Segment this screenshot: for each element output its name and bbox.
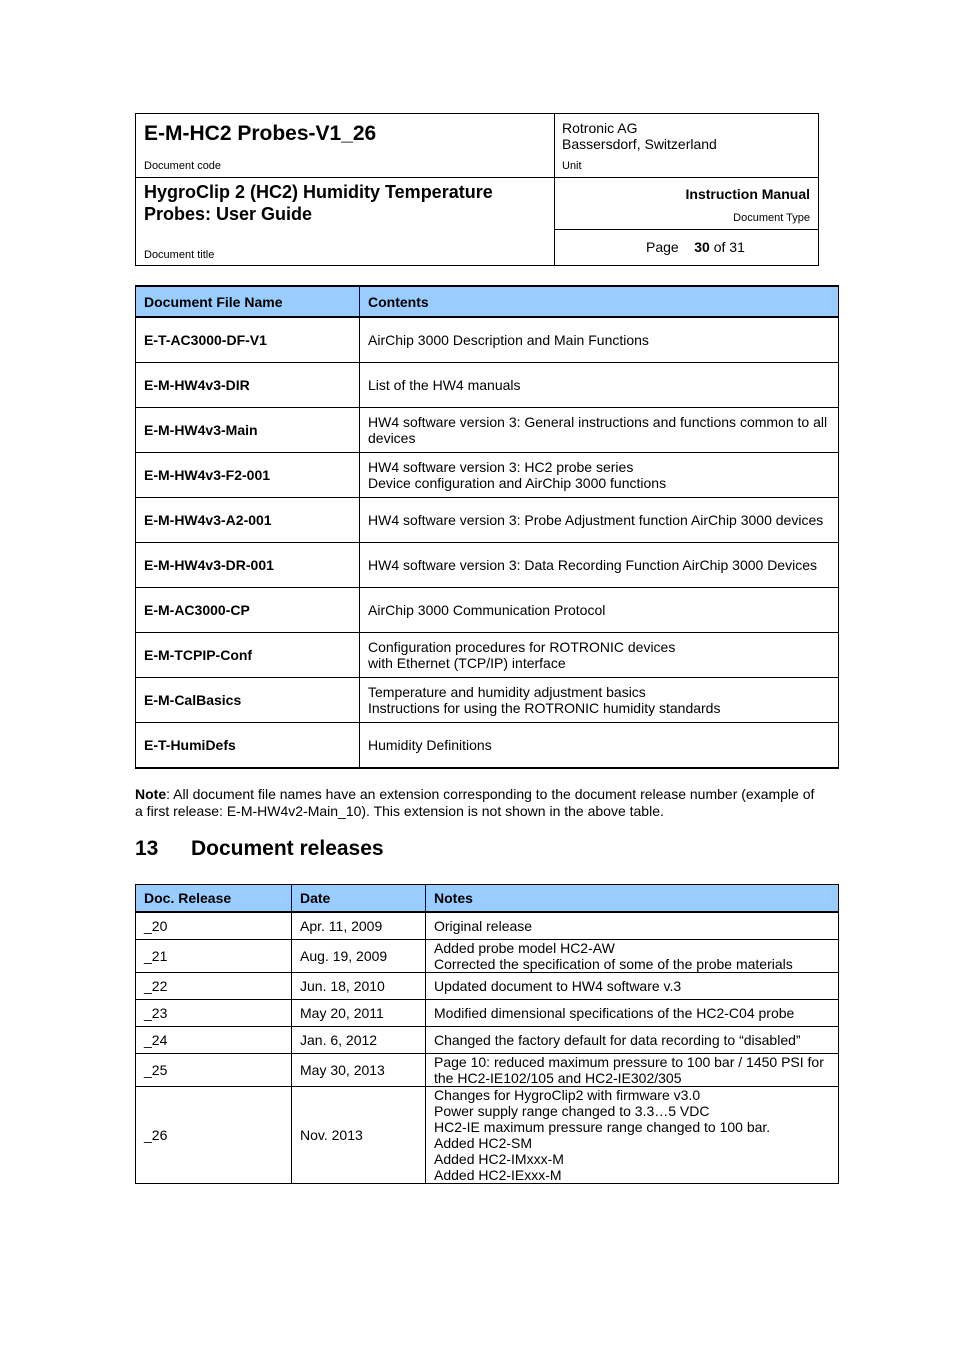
table-row <box>136 1087 839 1184</box>
contents-line: Temperature and humidity adjustment basics <box>368 684 646 700</box>
notes-cell <box>426 973 839 1000</box>
header-divider <box>554 229 818 230</box>
document-title-label: Document title <box>144 249 215 261</box>
table-row <box>136 498 839 543</box>
date-cell: Jun. 18, 2010 <box>292 973 426 1000</box>
notes-line: Page 10: reduced maximum pressure to 100 bar / 1450 PSI for <box>434 1054 824 1070</box>
contents-cell <box>360 317 839 363</box>
file-name-cell: E-M-CalBasics <box>136 678 360 723</box>
file-name-cell: E-M-HW4v3-DR-001 <box>136 543 360 588</box>
note-text: a first release: E-M-HW4v2-Main_10). This extension is not shown in the above table. <box>135 803 664 819</box>
file-name-cell: E-M-HW4v3-DIR <box>136 363 360 408</box>
document-code: E-M-HC2 Probes-V1_26 <box>144 122 377 145</box>
contents-line: Humidity Definitions <box>368 737 492 753</box>
notes-line: Changes for HygroClip2 with firmware v3.0 <box>434 1087 701 1103</box>
contents-cell <box>360 543 839 588</box>
document-title-line: Probes: User Guide <box>144 204 313 224</box>
table-row <box>136 1027 839 1054</box>
contents-line: List of the HW4 manuals <box>368 377 521 393</box>
notes-line: Corrected the specification of some of the probe materials <box>434 956 793 972</box>
contents-line: devices <box>368 430 416 446</box>
contents-line: AirChip 3000 Communication Protocol <box>368 602 606 618</box>
release-cell: _23 <box>136 1000 292 1027</box>
contents-cell <box>360 588 839 633</box>
contents-line: Device configuration and AirChip 3000 functions <box>368 475 667 491</box>
document-type-label: Document Type <box>733 212 810 224</box>
contents-cell <box>360 408 839 453</box>
page-number: 30 <box>694 239 710 255</box>
file-name-cell: E-M-HW4v3-A2-001 <box>136 498 360 543</box>
table-header-row <box>136 885 839 913</box>
document-title <box>144 181 544 225</box>
table-row <box>136 317 839 363</box>
date-cell: Nov. 2013 <box>292 1087 426 1184</box>
date-cell: May 20, 2011 <box>292 1000 426 1027</box>
table-row <box>136 678 839 723</box>
file-name-cell: E-M-HW4v3-Main <box>136 408 360 453</box>
notes-line: Modified dimensional specifications of the HC2-C04 probe <box>434 1005 795 1021</box>
release-cell: _25 <box>136 1054 292 1087</box>
table-row <box>136 363 839 408</box>
date-cell: May 30, 2013 <box>292 1054 426 1087</box>
contents-line: HW4 software version 3: General instructions and functions common to all <box>368 414 828 430</box>
contents-line: Configuration procedures for ROTRONIC devices <box>368 639 676 655</box>
section-title: Document releases <box>191 837 384 860</box>
notes-line: Changed the factory default for data recording to “disabled” <box>434 1032 801 1048</box>
column-header: Doc. Release <box>136 885 292 913</box>
table-row <box>136 588 839 633</box>
contents-line: HW4 software version 3: Data Recording Function AirChip 3000 Devices <box>368 557 817 573</box>
contents-line: HW4 software version 3: HC2 probe series <box>368 459 634 475</box>
notes-line: Added HC2-IExxx-M <box>434 1167 562 1183</box>
column-header: Notes <box>426 885 839 913</box>
table-row <box>136 973 839 1000</box>
document-type: Instruction Manual <box>685 186 810 202</box>
file-name-cell: E-M-HW4v3-F2-001 <box>136 453 360 498</box>
document-code-label: Document code <box>144 160 222 172</box>
document-title-line: HygroClip 2 (HC2) Humidity Temperature <box>144 182 493 202</box>
page-label: Page <box>646 239 679 255</box>
file-name-cell: E-T-AC3000-DF-V1 <box>136 317 360 363</box>
date-cell: Jan. 6, 2012 <box>292 1027 426 1054</box>
company-location: Bassersdorf, Switzerland <box>562 136 717 152</box>
contents-cell <box>360 678 839 723</box>
release-cell: _21 <box>136 940 292 973</box>
table-header-row <box>136 286 839 317</box>
notes-cell <box>426 1087 839 1184</box>
header-divider <box>554 114 555 265</box>
table-row <box>136 1000 839 1027</box>
table-row <box>136 453 839 498</box>
file-name-cell: E-M-AC3000-CP <box>136 588 360 633</box>
notes-line: Original release <box>434 918 533 934</box>
notes-cell <box>426 1054 839 1087</box>
file-name-cell: E-M-TCPIP-Conf <box>136 633 360 678</box>
table-row <box>136 633 839 678</box>
contents-cell <box>360 453 839 498</box>
contents-line: with Ethernet (TCP/IP) interface <box>368 655 566 671</box>
file-name-cell: E-T-HumiDefs <box>136 723 360 769</box>
company-name: Rotronic AG <box>562 120 638 136</box>
document-header <box>135 113 819 266</box>
table-row <box>136 912 839 940</box>
note-paragraph <box>135 786 825 820</box>
notes-cell <box>426 1000 839 1027</box>
table-row <box>136 723 839 769</box>
header-divider <box>136 177 554 178</box>
section-heading <box>135 837 384 861</box>
notes-line: Updated document to HW4 software v.3 <box>434 978 682 994</box>
document-releases-table <box>135 884 839 1184</box>
notes-cell <box>426 912 839 940</box>
page-total: of 31 <box>713 239 745 255</box>
contents-line: AirChip 3000 Description and Main Functions <box>368 332 649 348</box>
date-cell: Apr. 11, 2009 <box>292 912 426 940</box>
contents-line: HW4 software version 3: Probe Adjustment function AirChip 3000 devices <box>368 512 824 528</box>
header-divider <box>554 177 818 178</box>
table-row <box>136 940 839 973</box>
contents-cell <box>360 498 839 543</box>
note-text: : All document file names have an extension corresponding to the document release number (example of <box>166 786 815 802</box>
release-cell: _26 <box>136 1087 292 1184</box>
notes-line: Added probe model HC2-AW <box>434 940 615 956</box>
notes-cell <box>426 940 839 973</box>
section-number: 13 <box>135 837 159 860</box>
column-header: Date <box>292 885 426 913</box>
notes-line: the HC2-IE102/105 and HC2-IE302/305 <box>434 1070 682 1086</box>
table-row <box>136 408 839 453</box>
company-info <box>562 120 717 152</box>
date-cell: Aug. 19, 2009 <box>292 940 426 973</box>
notes-line: Power supply range changed to 3.3…5 VDC <box>434 1103 710 1119</box>
notes-line: HC2-IE maximum pressure range changed to 100 bar. <box>434 1119 771 1135</box>
notes-line: Added HC2-IMxxx-M <box>434 1151 564 1167</box>
notes-line: Added HC2-SM <box>434 1135 533 1151</box>
note-label: Note <box>135 786 167 802</box>
unit-label: Unit <box>562 160 582 172</box>
page-info <box>646 239 745 255</box>
contents-cell <box>360 633 839 678</box>
contents-cell <box>360 723 839 769</box>
release-cell: _24 <box>136 1027 292 1054</box>
notes-cell <box>426 1027 839 1054</box>
contents-line: Instructions for using the ROTRONIC humidity standards <box>368 700 721 716</box>
release-cell: _22 <box>136 973 292 1000</box>
release-cell: _20 <box>136 912 292 940</box>
document-files-table <box>135 285 839 769</box>
column-header: Document File Name <box>136 286 360 317</box>
table-row <box>136 543 839 588</box>
column-header: Contents <box>360 286 839 317</box>
contents-cell <box>360 363 839 408</box>
table-row <box>136 1054 839 1087</box>
